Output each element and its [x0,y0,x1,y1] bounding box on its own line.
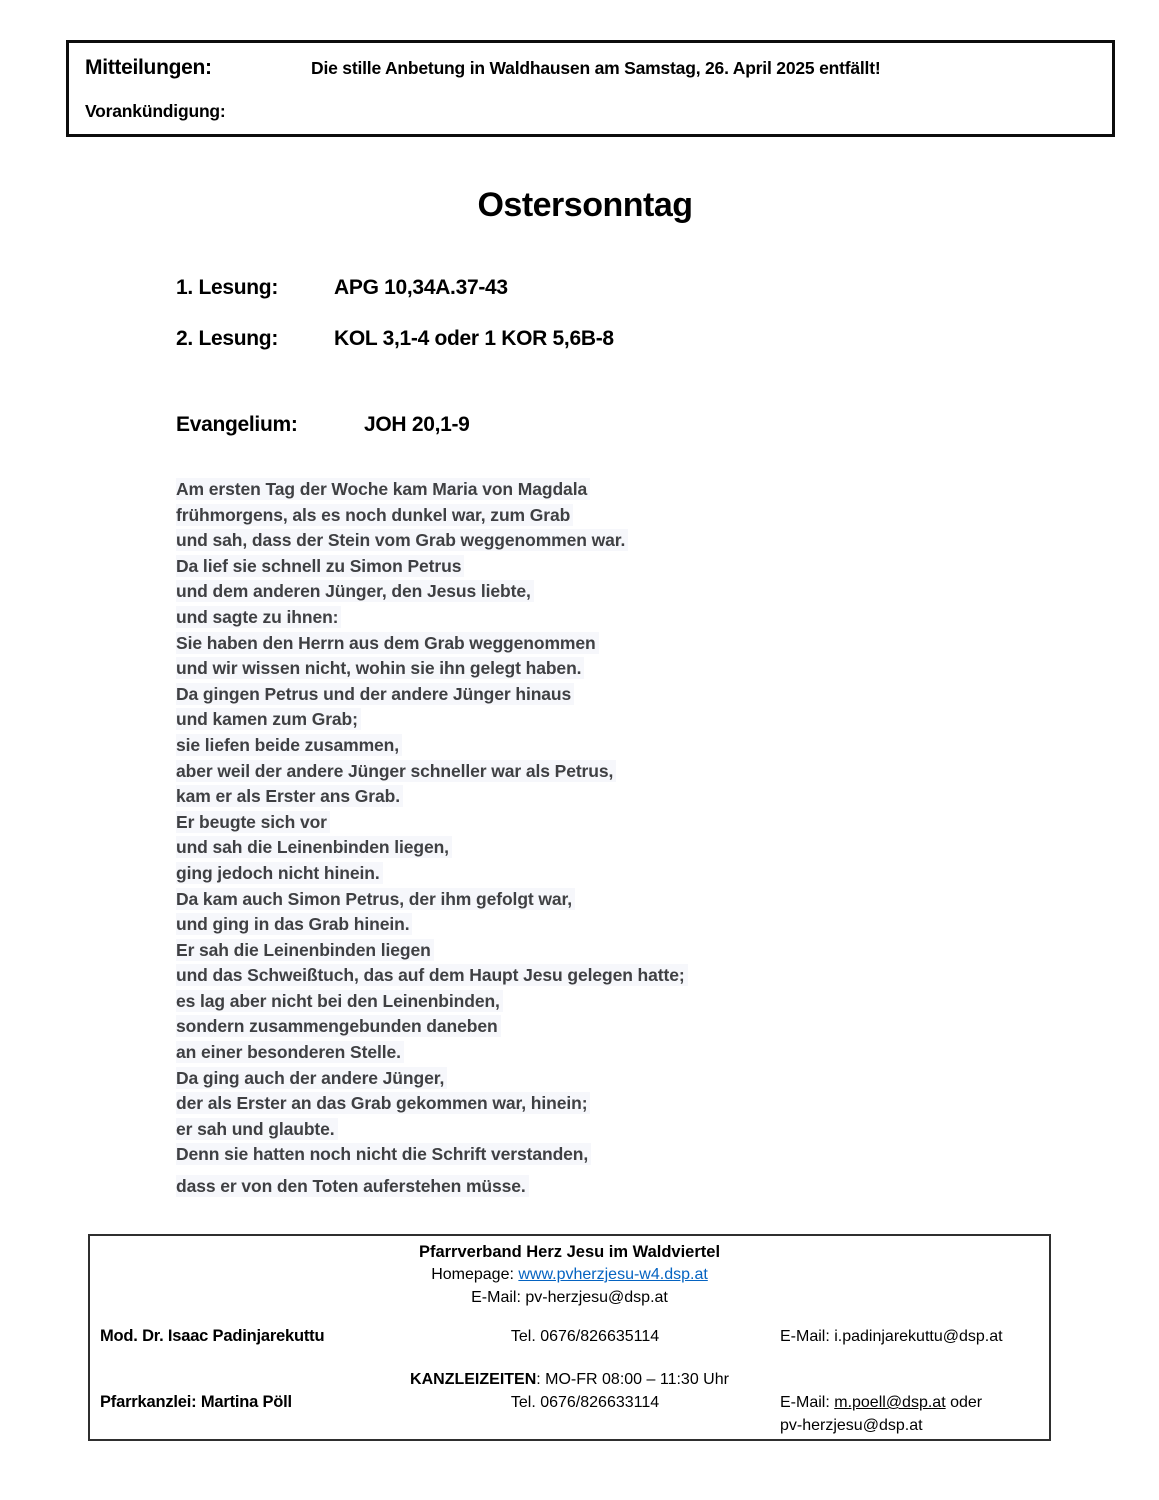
gospel-line: Er sah die Leinenbinden liegen [176,938,688,964]
office-row [98,1391,1041,1437]
gospel-line: dass er von den Toten auferstehen müsse. [176,1174,688,1200]
gospel-line: Da ging auch der andere Jünger, [176,1066,688,1092]
gospel-line: und sah die Leinenbinden liegen, [176,835,688,861]
moderator-name: Mod. Dr. Isaac Padinjarekuttu [100,1327,325,1345]
moderator-row [98,1325,1041,1348]
preannouncement-label: Vorankündigung: [85,101,226,121]
gospel-line: an einer besonderen Stelle. [176,1040,688,1066]
readings-section [176,276,614,378]
organization-name: Pfarrverband Herz Jesu im Waldviertel [418,1243,721,1261]
reading-2-value: KOL 3,1-4 oder 1 KOR 5,6B-8 [334,327,614,350]
office-hours-value: : MO-FR 08:00 – 11:30 Uhr [536,1371,729,1388]
gospel-line: Da gingen Petrus und der andere Jünger hinaus [176,682,688,708]
gospel-reference: JOH 20,1-9 [364,413,470,436]
gospel-line: sondern zusammengebunden daneben [176,1014,688,1040]
gospel-line: Da kam auch Simon Petrus, der ihm gefolgt war, [176,887,688,913]
gospel-line: Er beugte sich vor [176,810,688,836]
reading-2-label: 2. Lesung: [176,327,279,350]
gospel-line: Denn sie hatten noch nicht die Schrift verstanden, [176,1142,688,1168]
office-email-link[interactable]: m.poell@dsp.at [834,1394,946,1411]
gospel-line: Da lief sie schnell zu Simon Petrus [176,554,688,580]
page-title: Ostersonntag [477,186,693,224]
office-name: Pfarrkanzlei: Martina Pöll [100,1393,292,1411]
homepage-line [98,1263,1041,1286]
reading-row-2 [176,327,614,351]
org-email-line: E-Mail: pv-herzjesu@dsp.at [471,1289,668,1306]
gospel-line: frühmorgens, als es noch dunkel war, zum Grab [176,503,688,529]
gospel-label: Evangelium: [176,413,298,436]
reading-row-1 [176,276,614,300]
notice-box [66,40,1115,137]
office-email [780,1391,1041,1437]
gospel-line: und dem anderen Jünger, den Jesus liebte, [176,579,688,605]
homepage-link[interactable]: www.pvherzjesu-w4.dsp.at [518,1266,708,1283]
office-email-suffix: oder [945,1394,983,1411]
gospel-line: Am ersten Tag der Woche kam Maria von Magdala [176,477,688,503]
office-email-secondary: pv-herzjesu@dsp.at [780,1417,923,1434]
gospel-line: es lag aber nicht bei den Leinenbinden, [176,989,688,1015]
gospel-line: Sie haben den Herrn aus dem Grab weggenommen [176,631,688,657]
gospel-line: und kamen zum Grab; [176,707,688,733]
office-email-prefix: E-Mail: [780,1394,835,1411]
notice-label: Mitteilungen: [85,56,212,79]
office-hours-label: KANZLEIZEITEN [410,1371,537,1388]
moderator-phone: Tel. 0676/826635114 [510,1328,660,1345]
gospel-line: und sagte zu ihnen: [176,605,688,631]
gospel-line: aber weil der andere Jünger schneller war als Petrus, [176,759,688,785]
gospel-line: ging jedoch nicht hinein. [176,861,688,887]
office-phone: Tel. 0676/826633114 [510,1394,660,1411]
gospel-text [176,477,688,1200]
gospel-heading [176,413,470,437]
gospel-line: er sah und glaubte. [176,1117,688,1143]
gospel-line: und sah, dass der Stein vom Grab weggenommen war. [176,528,688,554]
moderator-email: E-Mail: i.padinjarekuttu@dsp.at [780,1328,1003,1345]
contact-box [88,1234,1051,1441]
office-hours-line [98,1368,1041,1391]
gospel-line: und das Schweißtuch, das auf dem Haupt Jesu gelegen hatte; [176,963,688,989]
gospel-line: sie liefen beide zusammen, [176,733,688,759]
homepage-label: Homepage: [431,1266,519,1283]
notice-row [85,56,1096,80]
gospel-line: und ging in das Grab hinein. [176,912,688,938]
gospel-line: und wir wissen nicht, wohin sie ihn gelegt haben. [176,656,688,682]
gospel-line: der als Erster an das Grab gekommen war, hinein; [176,1091,688,1117]
gospel-line: kam er als Erster ans Grab. [176,784,688,810]
reading-1-value: APG 10,34A.37-43 [334,276,508,299]
reading-1-label: 1. Lesung: [176,276,279,299]
notice-announcement: Die stille Anbetung in Waldhausen am Samstag, 26. April 2025 entfällt! [311,58,881,78]
